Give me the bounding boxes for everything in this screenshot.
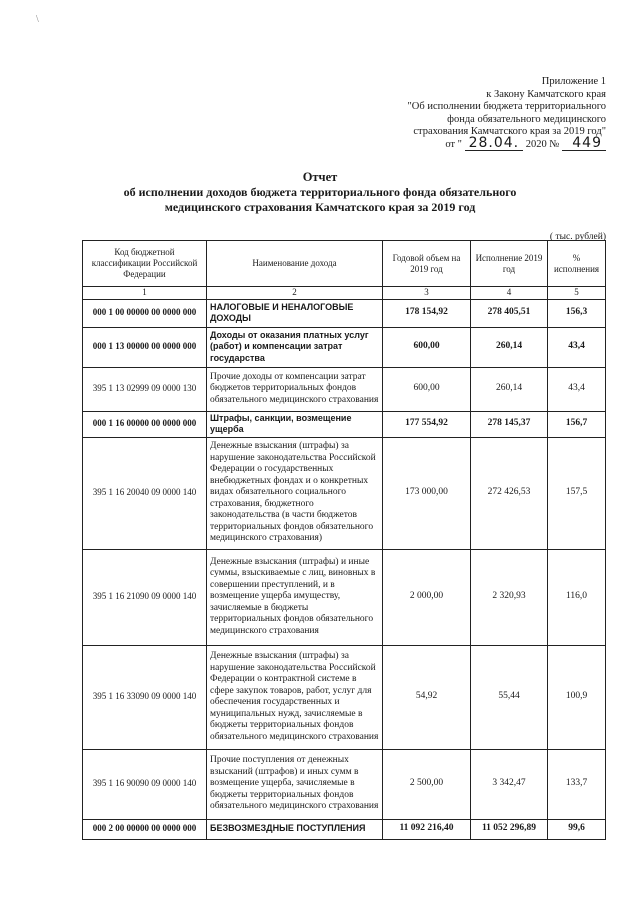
row-fact: 278 145,37 (471, 411, 548, 437)
row-name: Денежные взыскания (штрафы) за нарушение законодательства Российской Федерации о государственных внебюджетных фондах и о конкретных видах обязательного социального страхования, бюджетного законодательства (в части бюджетов территориальных фондов обязательного медицинского страхования) (207, 437, 383, 549)
law-date-line (445, 136, 606, 151)
table-row (83, 645, 606, 749)
row-pct: 116,0 (548, 549, 606, 645)
row-code: 395 1 16 20040 09 0000 140 (83, 437, 207, 549)
row-plan: 54,92 (383, 645, 471, 749)
row-plan: 178 154,92 (383, 299, 471, 327)
header-name: Наименование дохода (207, 241, 383, 287)
row-fact: 11 052 296,89 (471, 819, 548, 839)
title-line: об исполнении доходов бюджета территориального фонда обязательного (123, 185, 517, 199)
row-name: Прочие доходы от компенсации затрат бюджетов территориальных фондов обязательного медицинского страхования (207, 367, 383, 411)
table-row (83, 819, 606, 839)
row-fact: 278 405,51 (471, 299, 548, 327)
row-pct: 156,3 (548, 299, 606, 327)
appendix-line: Приложение 1 (541, 76, 606, 87)
appendix-line: "Об исполнении бюджета территориального (407, 101, 606, 112)
row-code: 000 2 00 00000 00 0000 000 (83, 819, 207, 839)
table-row (83, 549, 606, 645)
header-pct: % исполнения (548, 241, 606, 287)
appendix-line: фонда обязательного медицинского (447, 113, 606, 125)
appendix-line: к Закону Камчатского края (486, 88, 606, 100)
row-code: 395 1 13 02999 09 0000 130 (83, 367, 207, 411)
row-name: БЕЗВОЗМЕЗДНЫЕ ПОСТУПЛЕНИЯ (207, 819, 383, 839)
row-name: Прочие поступления от денежных взысканий (штрафов) и иных сумм в возмещение ущерба, зачисляемые в бюджеты территориальных фондов обязательного медицинского страхования (207, 749, 383, 819)
title-line: медицинского страхования Камчатского края за 2019 год (164, 200, 476, 214)
row-plan: 600,00 (383, 367, 471, 411)
unit-note: ( тыс. рублей) (549, 232, 606, 242)
handwritten-date: 28.04. (465, 136, 524, 151)
appendix-note (346, 76, 606, 139)
row-fact: 272 426,53 (471, 437, 548, 549)
row-pct: 100,9 (548, 645, 606, 749)
row-fact: 260,14 (471, 327, 548, 367)
row-plan: 177 554,92 (383, 411, 471, 437)
row-pct: 156,7 (548, 411, 606, 437)
row-code: 000 1 00 00000 00 0000 000 (83, 299, 207, 327)
row-plan: 2 500,00 (383, 749, 471, 819)
header-code: Код бюджетной классификации Российской Федерации (83, 241, 207, 287)
table-row (83, 299, 606, 327)
revenue-table (82, 240, 606, 840)
handwritten-law-number: 449 (562, 136, 606, 151)
row-code: 000 1 13 00000 00 0000 000 (83, 327, 207, 367)
row-pct: 43,4 (548, 367, 606, 411)
table-row (83, 327, 606, 367)
row-pct: 99,6 (548, 819, 606, 839)
corner-mark: \ (36, 14, 39, 25)
table-row (83, 367, 606, 411)
column-number: 4 (471, 287, 548, 300)
row-plan: 173 000,00 (383, 437, 471, 549)
column-number: 5 (548, 287, 606, 300)
column-number: 2 (207, 287, 383, 300)
appendix-line: страхования Камчатского края за 2019 год" (413, 126, 606, 137)
row-fact: 3 342,47 (471, 749, 548, 819)
table-row (83, 411, 606, 437)
year-text: 2020 № (525, 139, 560, 150)
row-code: 395 1 16 90090 09 0000 140 (83, 749, 207, 819)
row-pct: 43,4 (548, 327, 606, 367)
row-pct: 157,5 (548, 437, 606, 549)
row-plan: 2 000,00 (383, 549, 471, 645)
row-fact: 55,44 (471, 645, 548, 749)
row-code: 395 1 16 33090 09 0000 140 (83, 645, 207, 749)
date-prefix: от " (445, 139, 462, 150)
row-fact: 260,14 (471, 367, 548, 411)
row-code: 395 1 16 21090 09 0000 140 (83, 549, 207, 645)
row-code: 000 1 16 00000 00 0000 000 (83, 411, 207, 437)
row-fact: 2 320,93 (471, 549, 548, 645)
row-name: Денежные взыскания (штрафы) за нарушение законодательства Российской Федерации о контрактной системе в сфере закупок товаров, работ, услуг для обеспечения государственных и муниципальных нужд, зачисляемые в бюджеты территориальных фондов обязательного медицинского страхования (207, 645, 383, 749)
report-title (110, 170, 530, 215)
title-line: Отчет (302, 170, 338, 184)
table-row (83, 749, 606, 819)
row-name: Денежные взыскания (штрафы) и иные суммы, взыскиваемые с лиц, виновных в совершении преступлений, и в возмещение ущерба имуществу, зачисляемые в бюджеты территориальных фондов обязательного медицинского страхования (207, 549, 383, 645)
header-plan: Годовой объем на 2019 год (383, 241, 471, 287)
column-number: 1 (83, 287, 207, 300)
row-name: Штрафы, санкции, возмещение ущерба (207, 411, 383, 437)
column-number: 3 (383, 287, 471, 300)
row-pct: 133,7 (548, 749, 606, 819)
table-row (83, 437, 606, 549)
row-plan: 600,00 (383, 327, 471, 367)
row-name: Доходы от оказания платных услуг (работ) и компенсации затрат государства (207, 327, 383, 367)
header-fact: Исполнение 2019 год (471, 241, 548, 287)
row-plan: 11 092 216,40 (383, 819, 471, 839)
row-name: НАЛОГОВЫЕ И НЕНАЛОГОВЫЕ ДОХОДЫ (207, 299, 383, 327)
